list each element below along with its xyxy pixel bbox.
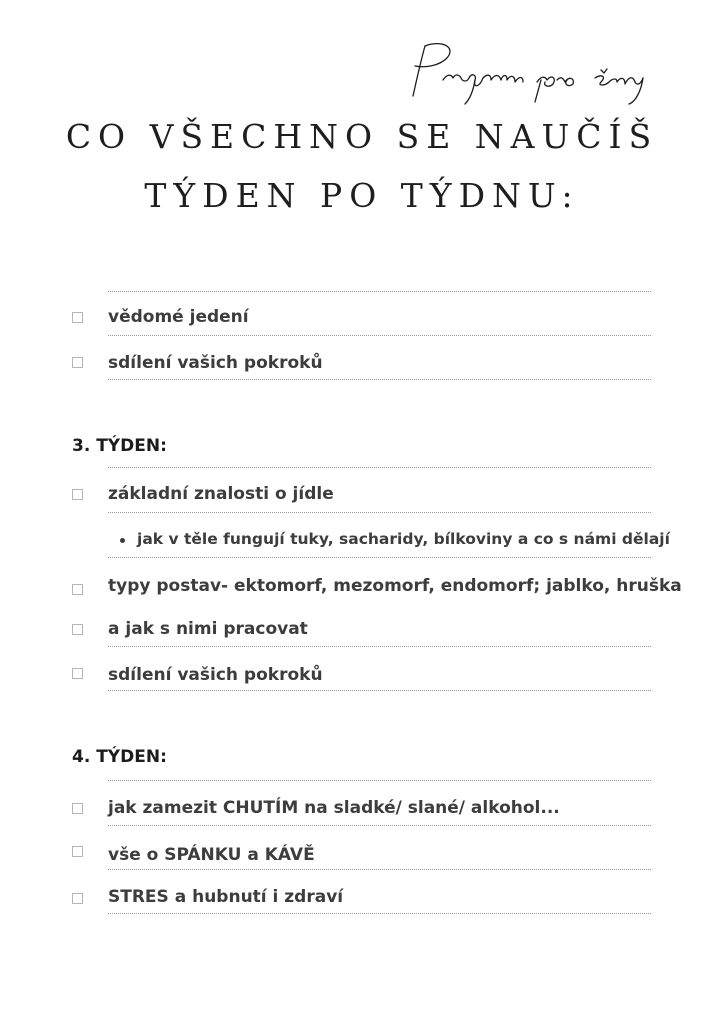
list-item-label: sdílení vašich pokroků [108, 353, 323, 373]
divider-line [108, 467, 651, 468]
script-title-drawing [395, 38, 665, 108]
divider-line [108, 690, 651, 691]
week-3-title: 3. TÝDEN: [72, 436, 167, 456]
list-item-label: a jak s nimi pracovat [108, 619, 308, 639]
list-item-label: typy postav- ektomorf, mezomorf, endomorf; jablko, hruška [108, 576, 682, 596]
checkbox[interactable] [72, 668, 83, 679]
list-item-label: STRES a hubnutí i zdraví [108, 887, 344, 907]
divider-line [108, 512, 651, 513]
bullet-dot [120, 538, 125, 543]
divider-line [108, 869, 651, 870]
divider-line [108, 557, 651, 558]
week-4-title: 4. TÝDEN: [72, 747, 167, 767]
script-title-signature [395, 38, 665, 108]
list-item-label: základní znalosti o jídle [108, 484, 334, 504]
checkbox[interactable] [72, 312, 83, 323]
checkbox[interactable] [72, 584, 83, 595]
divider-line [108, 825, 651, 826]
checkbox[interactable] [72, 357, 83, 368]
divider-line [108, 780, 651, 781]
list-item-label: vědomé jedení [108, 307, 249, 327]
divider-line [108, 913, 651, 914]
checkbox[interactable] [72, 624, 83, 635]
divider-line [108, 379, 651, 380]
divider-line [108, 335, 651, 336]
list-item-label: sdílení vašich pokroků [108, 665, 323, 685]
sub-list-item-label: jak v těle fungují tuky, sacharidy, bílkoviny a co s námi dělají [137, 530, 670, 548]
page-title-line-1: CO VŠECHNO SE NAUČÍŠ [65, 117, 659, 156]
list-item-label: jak zamezit CHUTÍM na sladké/ slané/ alkohol... [108, 798, 560, 818]
divider-line [108, 291, 651, 292]
divider-line [108, 646, 651, 647]
checkbox[interactable] [72, 893, 83, 904]
list-item-label: vše o SPÁNKU a KÁVĚ [108, 845, 315, 865]
checkbox[interactable] [72, 803, 83, 814]
checkbox[interactable] [72, 489, 83, 500]
page-title-line-2: TÝDEN PO TÝDNU: [144, 176, 580, 215]
checkbox[interactable] [72, 846, 83, 857]
